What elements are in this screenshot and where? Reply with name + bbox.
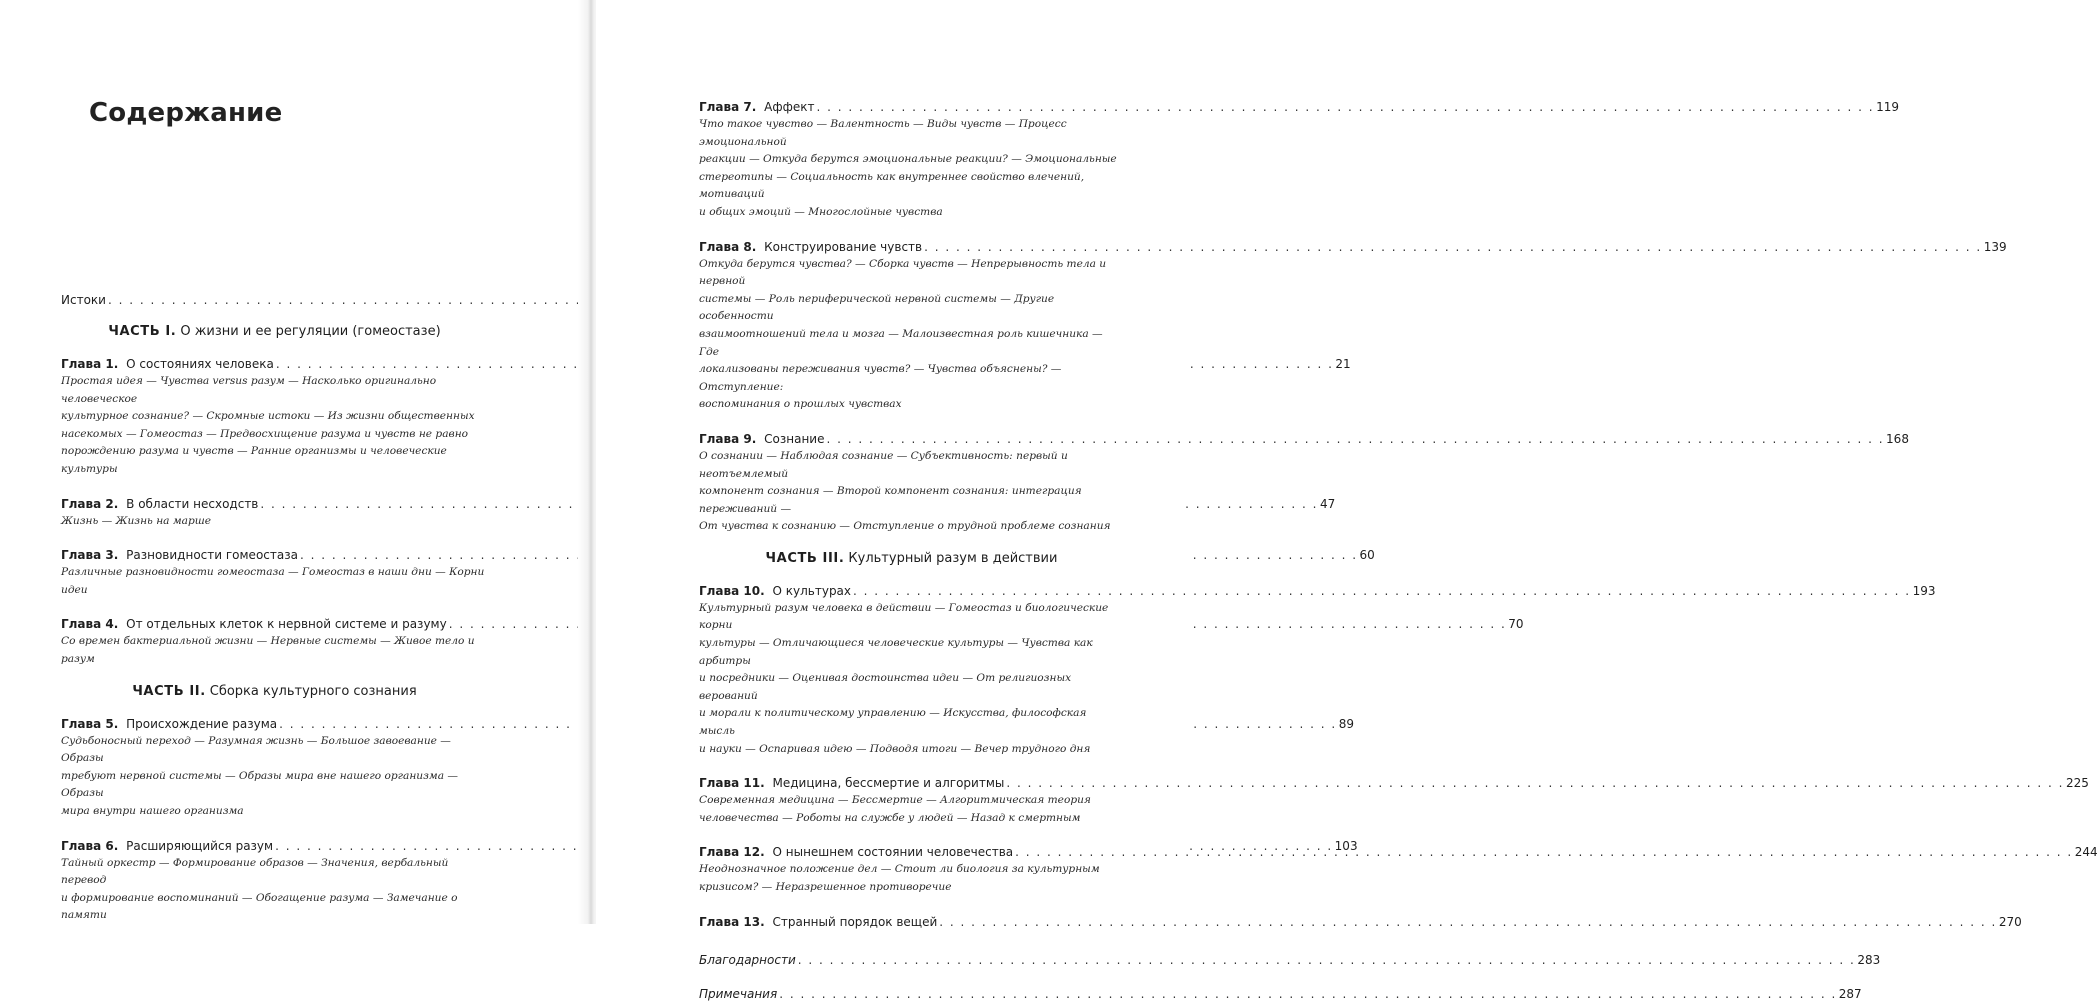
chapter-label: Глава 4. xyxy=(61,617,119,632)
part-heading-3 xyxy=(699,550,1124,568)
chapter-description: Тайный оркестр — Формирование образов — Значения, вербальный перевод и формирование воспоминаний — Обогащение разума — Замечание о памяти xyxy=(61,856,458,922)
chapter-label: Глава 3. xyxy=(61,548,119,563)
chapter-label: Глава 7. xyxy=(699,100,757,114)
chapter-title: Аффект xyxy=(764,100,815,114)
chapter-label: Глава 2. xyxy=(61,496,119,511)
page-number: 244 xyxy=(2074,845,2098,860)
toc-entry-chapter-13[interactable] xyxy=(699,913,2022,931)
leader-dots xyxy=(779,985,1837,1003)
chapter-label: Глава 8. xyxy=(699,239,757,254)
leader-dots xyxy=(1015,843,2073,861)
part-number: ЧАСТЬ III. xyxy=(765,550,845,566)
chapter-label: Глава 13. xyxy=(699,914,765,929)
chapter-title: Разновидности гомеостаза xyxy=(126,548,298,563)
page-number: 139 xyxy=(1983,239,2007,254)
chapter-title: От отдельных клеток к нервной системе и разуму xyxy=(126,617,447,632)
toc-entry-chapter-2[interactable] xyxy=(61,495,1336,531)
part-title: Культурный разум в действии xyxy=(848,550,1058,566)
entry-title: Примечания xyxy=(699,986,778,1001)
leader-dots xyxy=(924,238,1982,256)
page-number: 193 xyxy=(1912,583,1936,598)
chapter-label: Глава 1. xyxy=(61,357,119,371)
page-number: 89 xyxy=(1338,716,1355,731)
chapter-label: Глава 10. xyxy=(699,583,765,598)
leader-dots xyxy=(853,582,1911,600)
chapter-title: Происхождение разума xyxy=(126,716,278,731)
toc-entry-chapter-4[interactable] xyxy=(61,615,1524,668)
chapter-label: Глава 11. xyxy=(699,776,765,791)
page-number: 60 xyxy=(1359,548,1375,563)
part-number: ЧАСТЬ I. xyxy=(108,324,177,339)
part-heading-2 xyxy=(61,683,488,701)
chapter-title: Сознание xyxy=(764,431,825,446)
chapter-description: Современная медицина — Бессмертие — Алгоритмическая теория человечества — Роботы на службе у людей — Назад к смертным xyxy=(699,794,1091,824)
chapter-description: Жизнь — Жизнь на марше xyxy=(61,514,212,527)
page-number: 270 xyxy=(1998,914,2022,929)
chapter-description: Неоднозначное положение дел — Стоит ли биология за культурным кризисом? — Неразрешенное противоречие xyxy=(699,863,1100,893)
page-number: 103 xyxy=(1334,838,1358,853)
page-number: 47 xyxy=(1319,496,1336,511)
entry-title: Истоки xyxy=(61,293,106,307)
toc-entry-notes[interactable] xyxy=(699,985,1862,1003)
chapter-label: Глава 12. xyxy=(699,845,765,860)
part-title: О жизни и ее регуляции (гомеостазе) xyxy=(180,324,441,339)
part-heading-1 xyxy=(61,323,488,341)
chapter-title: О нынешнем состоянии человечества xyxy=(772,845,1014,860)
page-title: Содержание xyxy=(89,98,283,128)
page-number: 287 xyxy=(1838,986,1862,1001)
chapter-title: О культурах xyxy=(772,583,852,598)
chapter-description: Со времен бактериальной жизни — Нервные системы — Живое тело и разум xyxy=(61,635,475,665)
page-number: 283 xyxy=(1857,952,1881,967)
part-title: Сборка культурного сознания xyxy=(209,683,417,699)
chapter-title: Конструирование чувств xyxy=(764,239,923,254)
entry-title: Благодарности xyxy=(699,952,796,967)
chapter-title: О состояниях человека xyxy=(126,357,274,371)
page-number: 119 xyxy=(1876,100,1899,114)
chapter-title: Расширяющийся разум xyxy=(126,838,274,853)
part-number: ЧАСТЬ II. xyxy=(132,683,206,699)
chapter-description: Различные разновидности гомеостаза — Гомеостаз в наши дни — Корни идеи xyxy=(61,566,485,596)
chapter-description: Что такое чувство — Валентность — Виды чувств — Процесс эмоциональной реакции — Откуда берутся эмоциональные реакции? — Эмоциональные стереотипы — Социальность как внутреннее свойство влечений, мотиваций и общих эмоций — Многослойные чувства xyxy=(699,118,1117,218)
page-number: 70 xyxy=(1508,617,1524,632)
chapter-description: Судьбоносный переход — Разумная жизнь — Большое завоевание — Образы требуют нервной системы — Образы мира вне нашего организма — Образы мира внутри нашего организма xyxy=(61,734,458,817)
toc-entry-intro[interactable] xyxy=(61,291,488,309)
leader-dots xyxy=(798,951,1856,969)
chapter-description: Откуда берутся чувства? — Сборка чувств — Непрерывность тела и нервной системы — Роль периферической нервной системы — Другие особенности взаимоотношений тела и мозга — Малоизвестная роль кишечника — Где локализованы переживания чувств? — Чувства объяснены? — Отступление: воспоминания о прошлых чувствах xyxy=(699,257,1107,411)
leader-dots xyxy=(826,430,1884,448)
chapter-title: Странный порядок вещей xyxy=(772,914,938,929)
leader-dots xyxy=(939,913,1997,931)
chapter-title: Медицина, бессмертие и алгоритмы xyxy=(772,776,1005,791)
leader-dots xyxy=(817,98,1875,116)
page-number: 168 xyxy=(1886,431,1909,446)
toc-entry-chapter-11[interactable] xyxy=(699,774,2089,827)
toc-entry-chapter-7[interactable] xyxy=(699,98,1899,222)
toc-entry-acknowledgements[interactable] xyxy=(699,951,1881,969)
chapter-label: Глава 6. xyxy=(61,838,119,853)
chapter-description: О сознании — Наблюдая сознание — Субъективность: первый и неотъемлемый компонент сознания — Второй компонент сознания: интеграция переживаний — От чувства к сознанию — Отступление о трудной проблеме сознания xyxy=(699,449,1111,533)
chapter-description: Простая идея — Чувства versus разум — Насколько оригинально человеческое культурное сознание? — Скромные истоки — Из жизни общественных насекомых — Гомеостаз — Предвосхищение разума и чувств не равно порождению разума и чувств — Ранние организмы и человеческие культуры xyxy=(61,375,475,475)
chapter-title: В области несходств xyxy=(126,496,259,511)
page-number: 21 xyxy=(1335,357,1351,371)
leader-dots xyxy=(1006,774,2064,792)
chapter-label: Глава 5. xyxy=(61,716,119,731)
chapter-label: Глава 9. xyxy=(699,431,757,446)
chapter-description: Культурный разум человека в действии — Гомеостаз и биологические корни культуры — Отличающиеся человеческие культуры — Чувства как арбитры и посредники — Оценивая достоинства идеи — От религиозных верований и морали к политическому управлению — Искусства, философская мысль и науки — Оспаривая идею — Подводя итоги — Вечер трудного дня xyxy=(699,601,1109,755)
page-number: 225 xyxy=(2065,776,2089,791)
